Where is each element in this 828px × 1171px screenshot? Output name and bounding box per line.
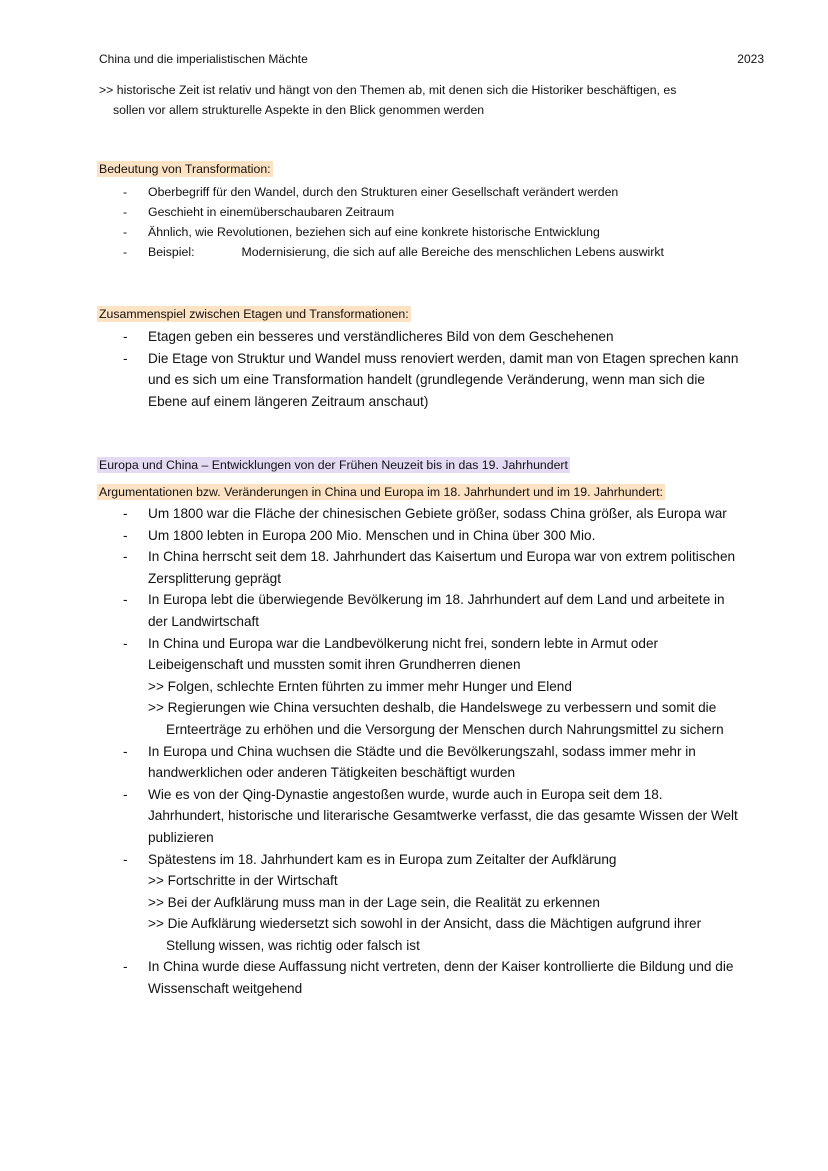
list-item: - Um 1800 war die Fläche der chinesischen Gebiete größer, sodass China größer, als Europa war [99, 503, 739, 525]
europa-china-heading [99, 457, 570, 473]
zusammenspiel-heading-text: Zusammenspiel zwischen Etagen und Transformationen: [99, 307, 409, 321]
list-item: - In China herrscht seit dem 18. Jahrhundert das Kaisertum und Europa war von extrem politischen Zersplitterung geprägt [99, 546, 739, 589]
list-item [99, 849, 739, 957]
list-item: - In Europa und China wuchsen die Städte und die Bevölkerungszahl, sodass immer mehr in handwerklichen oder anderen Tätigkeiten beschäftigt wurden [99, 741, 739, 784]
sub-item: >> Die Aufklärung wiedersetzt sich sowohl in der Ansicht, dass die Mächtigen aufgrund ihrer Stellung wissen, was richtig oder falsch ist [148, 916, 702, 953]
example-label: Beispiel: [148, 245, 195, 259]
list-item [99, 633, 739, 741]
sub-list [148, 676, 739, 741]
document-title: China und die imperialistischen Mächte [99, 52, 308, 66]
argumentationen-heading [99, 484, 665, 500]
list-item: - Um 1800 lebten in Europa 200 Mio. Menschen und in China über 300 Mio. [99, 525, 739, 547]
europa-china-list [99, 503, 739, 1000]
list-item: - Oberbegriff für den Wandel, durch den Strukturen einer Gesellschaft verändert werden [99, 182, 739, 202]
sub-item: >> Fortschritte in der Wirtschaft [148, 873, 338, 889]
sub-item: >> Folgen, schlechte Ernten führten zu immer mehr Hunger und Elend [148, 678, 572, 694]
list-item: - In Europa lebt die überwiegende Bevölkerung im 18. Jahrhundert auf dem Land und arbeitete in der Landwirtschaft [99, 589, 739, 632]
list-item: - Ähnlich, wie Revolutionen, beziehen sich auf eine konkrete historische Entwicklung [99, 222, 739, 242]
transformation-list [99, 182, 739, 262]
list-item: - Die Etage von Struktur und Wandel muss renoviert werden, damit man von Etagen sprechen kann und es sich um eine Transformation handelt (grundlegende Veränderung, wenn man sich die Ebene auf einem längeren Zeitraum anschaut) [99, 348, 739, 413]
zusammenspiel-list [99, 326, 739, 412]
list-item: - Wie es von der Qing-Dynastie angestoßen wurde, wurde auch in Europa seit dem 18. Jahrhundert, historische und literarische Gesamtwerke verfasst, die das gesamte Wissen der Welt publizieren [99, 784, 739, 849]
europa-china-heading-text: Europa und China – Entwicklungen von der Frühen Neuzeit bis in das 19. Jahrhundert [99, 458, 568, 472]
zusammenspiel-heading [99, 306, 411, 322]
list-item-text: Spätestens im 18. Jahrhundert kam es in Europa zum Zeitalter der Aufklärung [148, 851, 617, 867]
example-text: Modernisierung, die sich auf alle Bereiche des menschlichen Lebens auswirkt [241, 245, 664, 259]
list-item: - Etagen geben ein besseres und verständlicheres Bild von dem Geschehenen [99, 326, 739, 348]
list-item-text: In China und Europa war die Landbevölkerung nicht frei, sondern lebte in Armut oder Leibeigenschaft und mussten somit ihren Grundherren dienen [148, 635, 659, 673]
transformation-heading-text: Bedeutung von Transformation: [99, 162, 271, 176]
list-item-example [99, 242, 739, 262]
intro-line-1: >> historische Zeit ist relativ und hängt von den Themen ab, mit denen sich die Historiker beschäftigen, es [99, 83, 677, 97]
list-item: - Geschieht in einemüberschaubaren Zeitraum [99, 202, 739, 222]
sub-list [148, 870, 739, 956]
sub-item: >> Regierungen wie China versuchten deshalb, die Handelswege zu verbessern und somit die Ernteerträge zu erhöhen und die Versorgung der Menschen durch Nahrungsmittel zu sichern [148, 700, 724, 737]
sub-item: >> Bei der Aufklärung muss man in der Lage sein, die Realität zu erkennen [148, 894, 600, 910]
intro-note [99, 80, 759, 120]
intro-line-2: sollen vor allem strukturelle Aspekte in den Blick genommen werden [113, 103, 485, 117]
list-item: - In China wurde diese Auffassung nicht vertreten, denn der Kaiser kontrollierte die Bildung und die Wissenschaft weitgehend [99, 956, 739, 999]
document-year: 2023 [737, 52, 764, 66]
argumentationen-heading-text: Argumentationen bzw. Veränderungen in China und Europa im 18. Jahrhundert und im 19. Jahrhundert: [99, 485, 663, 499]
transformation-heading [99, 161, 273, 177]
